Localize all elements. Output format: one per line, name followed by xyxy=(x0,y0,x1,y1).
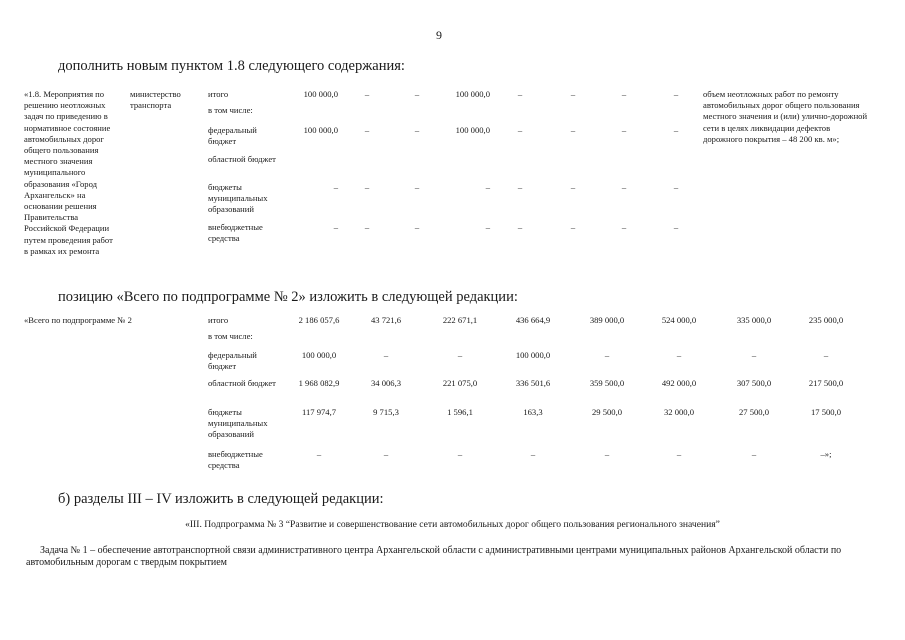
amendment-heading-3: б) разделы III – IV изложить в следующей редакции: xyxy=(58,491,384,507)
table-cell: – xyxy=(751,350,757,360)
table-cell: 221 075,0 xyxy=(442,378,478,388)
table-cell: 1 596,1 xyxy=(447,407,473,417)
table-cell: – xyxy=(364,182,370,192)
table-cell: – xyxy=(364,222,370,232)
row-label: в том числе: xyxy=(208,331,253,341)
table-cell: – xyxy=(604,350,610,360)
table-cell: – xyxy=(364,125,370,135)
page-number: 9 xyxy=(436,28,442,42)
row-label: федеральный бюджет xyxy=(208,350,257,372)
table-cell: 307 500,0 xyxy=(736,378,772,388)
table-cell: 100 000,0 xyxy=(303,125,338,135)
table-cell: 100 000,0 xyxy=(301,350,337,360)
table-cell: – xyxy=(316,449,322,459)
table-cell: 117 974,7 xyxy=(301,407,337,417)
table-cell: – xyxy=(570,125,576,135)
table-cell: – xyxy=(364,89,370,99)
table-cell: 524 000,0 xyxy=(661,315,697,325)
table-cell: 100 000,0 xyxy=(303,89,338,99)
row-label: областной бюджет xyxy=(208,154,276,164)
table-cell: – xyxy=(673,125,679,135)
table-cell: 336 501,6 xyxy=(515,378,551,388)
table-cell: 163,3 xyxy=(523,407,543,417)
table-cell: 222 671,1 xyxy=(442,315,478,325)
table-cell: 17 500,0 xyxy=(810,407,842,417)
table-cell: – xyxy=(517,89,523,99)
amendment-heading-1: дополнить новым пунктом 1.8 следующего содержания: xyxy=(58,58,405,74)
table-cell: 32 000,0 xyxy=(663,407,695,417)
table-cell: 217 500,0 xyxy=(808,378,844,388)
table-cell: – xyxy=(530,449,536,459)
table-cell: 235 000,0 xyxy=(808,315,844,325)
table-cell: 2 186 057,6 xyxy=(298,315,340,325)
table-cell: – xyxy=(414,182,420,192)
table-cell: – xyxy=(383,449,389,459)
table-cell: – xyxy=(457,449,463,459)
row-label: итого xyxy=(208,89,229,99)
table-cell: – xyxy=(414,222,420,232)
total-name: «Всего по подпрограмме № 2 xyxy=(24,315,132,325)
table-cell: – xyxy=(414,125,420,135)
row-label: областной бюджет xyxy=(208,378,276,388)
measure-result: объем неотложных работ по ремонту автомобильных дорог общего пользования местного значения и (или) улично-дорожной сети в целях ликвидации дефектов дорожного покрытия – 48 200 кв. м»; xyxy=(703,89,868,144)
table-cell: – xyxy=(517,125,523,135)
table-cell: 100 000,0 xyxy=(455,89,490,99)
table-cell: 389 000,0 xyxy=(589,315,625,325)
task-1-text: Задача № 1 – обеспечение автотранспортной связи административного центра Архангельской области с административными центрами муниципальных районов Архангельской области по автомобильным дорогам с твердым покрытием xyxy=(26,545,842,568)
table-cell: – xyxy=(621,125,627,135)
table-cell: – xyxy=(673,182,679,192)
table-cell: 335 000,0 xyxy=(736,315,772,325)
table-cell: 29 500,0 xyxy=(591,407,623,417)
row-label: бюджеты муниципальных образований xyxy=(208,182,268,215)
table-cell: 9 715,3 xyxy=(373,407,399,417)
table-cell: 100 000,0 xyxy=(455,125,490,135)
row-label: внебюджетные средства xyxy=(208,222,263,244)
table-cell: – xyxy=(604,449,610,459)
measure-name: «1.8. Мероприятия по решению неотложных задач по приведению в нормативное состояние автомобильных дорог общего пользования местного значения муниципального образования «Город Архангельск» на основании решения Правительства Российской Федерации путем проведения работ в рамках их ремонта xyxy=(24,89,113,256)
table-cell: 492 000,0 xyxy=(661,378,697,388)
row-label: итого xyxy=(208,315,229,325)
table-cell: – xyxy=(823,350,829,360)
table-cell: – xyxy=(676,350,682,360)
row-label: в том числе: xyxy=(208,105,253,115)
table-cell: 34 006,3 xyxy=(370,378,402,388)
table-cell: – xyxy=(621,182,627,192)
table-cell: 359 500,0 xyxy=(589,378,625,388)
table-cell: 100 000,0 xyxy=(515,350,551,360)
subprogram-3-title: «III. Подпрограмма № 3 “Развитие и совершенствование сети автомобильных дорог общего пользования регионального значения” xyxy=(185,519,720,530)
row-label: федеральный бюджет xyxy=(208,125,257,147)
table-cell: – xyxy=(383,350,389,360)
table-cell: – xyxy=(673,222,679,232)
table-cell: – xyxy=(457,350,463,360)
table-cell: 436 664,9 xyxy=(515,315,551,325)
row-label: внебюджетные средства xyxy=(208,449,263,471)
table-cell: – xyxy=(414,89,420,99)
table-cell: – xyxy=(517,182,523,192)
table-cell: – xyxy=(751,449,757,459)
table-cell: – xyxy=(621,222,627,232)
table-cell: – xyxy=(621,89,627,99)
table-cell: – xyxy=(676,449,682,459)
measure-executor: министерство транспорта xyxy=(130,89,181,111)
table-cell: – xyxy=(570,222,576,232)
table-cell: 43 721,6 xyxy=(370,315,402,325)
amendment-heading-2: позицию «Всего по подпрограмме № 2» изложить в следующей редакции: xyxy=(58,289,518,305)
table-cell: – xyxy=(673,89,679,99)
table-cell: 1 968 082,9 xyxy=(298,378,340,388)
table-cell: – xyxy=(485,182,490,192)
table-cell: – xyxy=(570,182,576,192)
row-label: бюджеты муниципальных образований xyxy=(208,407,268,440)
table-cell: – xyxy=(517,222,523,232)
table-cell: – xyxy=(333,182,338,192)
table-cell: – xyxy=(570,89,576,99)
table-cell: 27 500,0 xyxy=(738,407,770,417)
table-cell: –»; xyxy=(820,449,832,459)
table-cell: – xyxy=(333,222,338,232)
table-cell: – xyxy=(485,222,490,232)
